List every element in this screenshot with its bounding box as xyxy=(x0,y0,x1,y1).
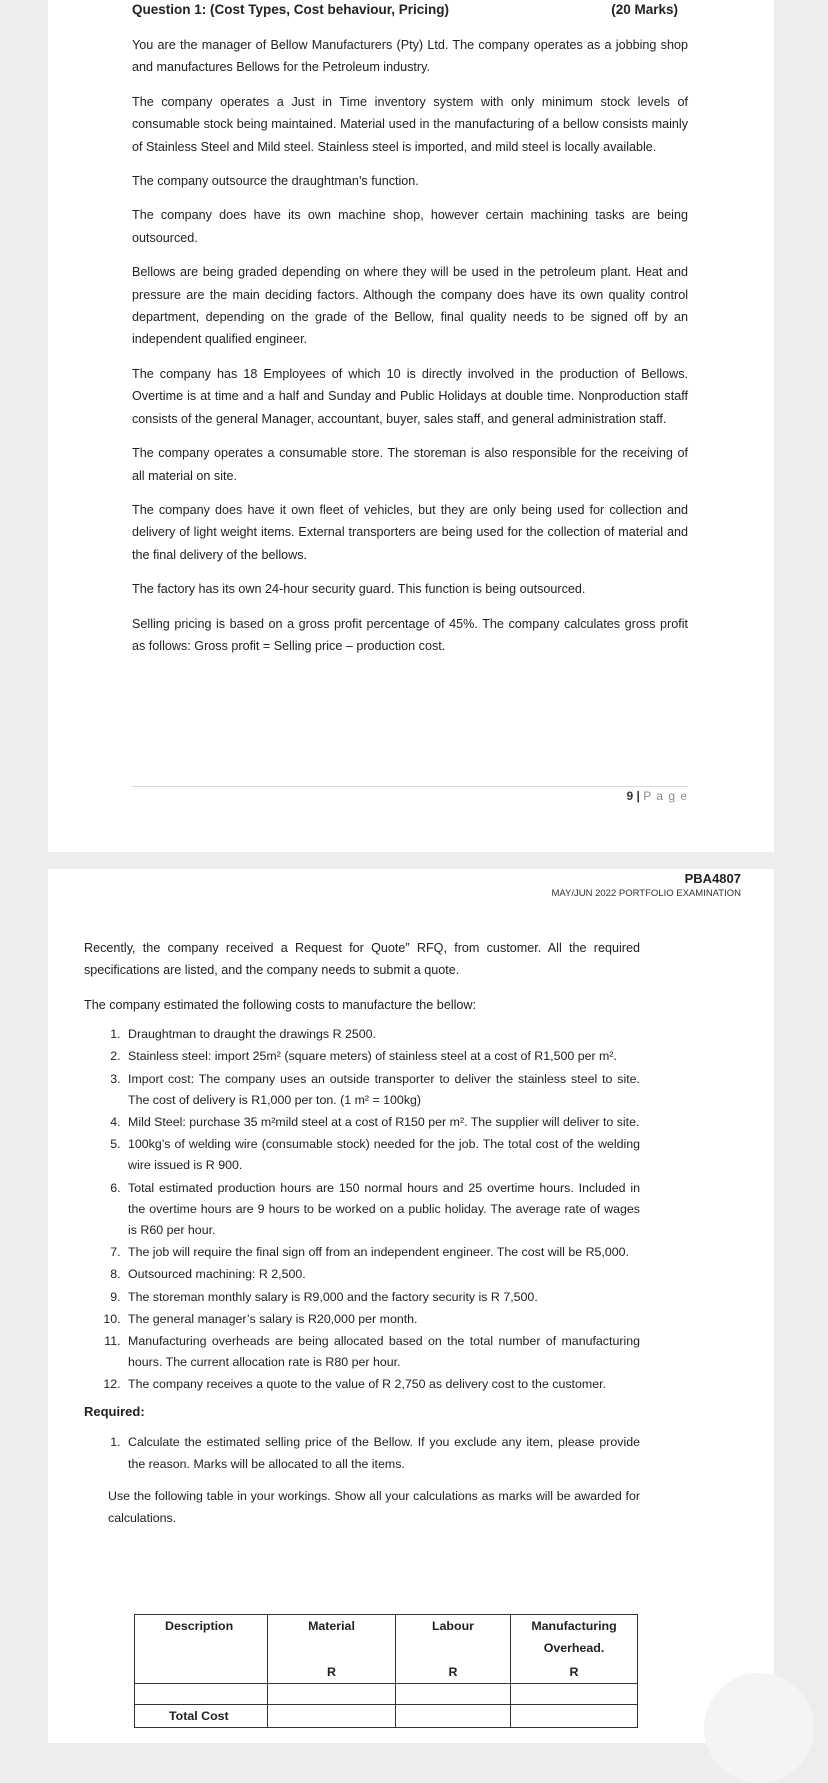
paragraph: The company does have its own machine shop, however certain machining tasks are being outsourced. xyxy=(132,208,688,245)
list-item: 12. The company receives a quote to the value of R 2,750 as delivery cost to the customer. xyxy=(124,1374,640,1395)
table-cell[interactable] xyxy=(511,1684,638,1705)
table-cell[interactable] xyxy=(268,1705,396,1728)
document-page-1 xyxy=(48,0,774,852)
list-item: 9. The storeman monthly salary is R9,000 and the factory security is R 7,500. xyxy=(124,1287,640,1308)
question-title: Question 1: (Cost Types, Cost behaviour, Pricing) xyxy=(132,2,450,17)
list-item: 6. Total estimated production hours are 150 normal hours and 25 overtime hours. Included in the overtime hours are 9 hours to be worked on a public holiday. The average rate of wages is R60 per hour. xyxy=(124,1178,640,1242)
workings-table xyxy=(134,1614,638,1728)
paragraph: The company operates a consumable store. The storeman is also responsible for the receiving of all material on site. xyxy=(132,446,688,483)
table-cell[interactable] xyxy=(268,1684,396,1705)
total-cost-label: Total Cost xyxy=(135,1705,268,1728)
list-item: 10. The general manager’s salary is R20,000 per month. xyxy=(124,1309,640,1330)
col-labour: Labour R xyxy=(395,1615,510,1684)
paragraph: Bellows are being graded depending on where they will be used in the petroleum plant. Heat and pressure are the main deciding factors. Although the company does have its own quality control department, depending on the grade of the Bellow, final quality needs to be signed off by an independent qualified engineer. xyxy=(132,265,688,347)
page-number: 9 | P a g e xyxy=(626,789,688,803)
question-continued xyxy=(84,937,640,1529)
table-total-row xyxy=(135,1705,638,1728)
required-note: Use the following table in your workings. Show all your calculations as marks will be awarded for calculations. xyxy=(108,1488,640,1525)
table-cell[interactable] xyxy=(511,1705,638,1728)
list-item: 1. Draughtman to draught the drawings R 2500. xyxy=(124,1024,640,1045)
question-header xyxy=(132,2,678,17)
paragraph: Selling pricing is based on a gross profit percentage of 45%. The company calculates gross profit as follows: Gross profit = Selling price – production cost. xyxy=(132,616,688,653)
required-heading: Required: xyxy=(84,1403,145,1419)
course-code: PBA4807 xyxy=(684,871,741,886)
table-cell[interactable] xyxy=(135,1684,268,1705)
table-cell[interactable] xyxy=(395,1705,510,1728)
list-item: 11. Manufacturing overheads are being allocated based on the total number of manufacturing hours. The current allocation rate is R80 per hour. xyxy=(124,1331,640,1373)
list-item: 8. Outsourced machining: R 2,500. xyxy=(124,1264,640,1285)
required-list xyxy=(84,1431,640,1475)
paragraph: The factory has its own 24-hour security guard. This function is being outsourced. xyxy=(132,582,586,597)
scenario-text xyxy=(132,34,688,669)
list-item: 5. 100kg’s of welding wire (consumable stock) needed for the job. The total cost of the welding wire issued is R 900. xyxy=(124,1134,640,1176)
list-item: 1. Calculate the estimated selling price of the Bellow. If you exclude any item, please provide the reason. Marks will be allocated to all the items. xyxy=(124,1431,640,1475)
list-item: 3. Import cost: The company uses an outside transporter to deliver the stainless steel to site. The cost of delivery is R1,000 per ton. (1 m² = 100kg) xyxy=(124,1069,640,1111)
paragraph: The company has 18 Employees of which 10 is directly involved in the production of Bellows. Overtime is at time and a half and Sunday and Public Holidays at double time. Nonproduction staff consists of the general Manager, accountant, buyer, sales staff, and general administration staff. xyxy=(132,366,688,426)
page-curl xyxy=(704,1673,814,1783)
paragraph: You are the manager of Bellow Manufacturers (Pty) Ltd. The company operates as a jobbing shop and manufactures Bellows for the Petroleum industry. xyxy=(132,38,688,75)
paragraph: The company does have it own fleet of vehicles, but they are only being used for collection and delivery of light weight items. External transporters are being used for the collection of material and the final delivery of the bellows. xyxy=(132,502,688,562)
cost-items-list xyxy=(84,1024,640,1395)
col-material: Material R xyxy=(268,1615,396,1684)
paragraph: Recently, the company received a Request for Quote” RFQ, from customer. All the required specifications are listed, and the company needs to submit a quote. xyxy=(84,941,640,978)
paragraph: The company operates a Just in Time inventory system with only minimum stock levels of consumable stock being maintained. Material used in the manufacturing of a bellow consists mainly of Stainless Steel and Mild steel. Stainless steel is imported, and mild steel is locally available. xyxy=(132,94,688,154)
table-header-row xyxy=(135,1615,638,1684)
col-overhead: Manufacturing Overhead. R xyxy=(511,1615,638,1684)
table-cell[interactable] xyxy=(395,1684,510,1705)
list-item: 4. Mild Steel: purchase 35 m²mild steel at a cost of R150 per m². The supplier will deliver to site. xyxy=(124,1112,640,1133)
paragraph: The company outsource the draughtman’s function. xyxy=(132,174,419,189)
table-row xyxy=(135,1684,638,1705)
footer-divider xyxy=(132,786,688,787)
question-marks: (20 Marks) xyxy=(611,2,678,17)
list-item: 7. The job will require the final sign off from an independent engineer. The cost will be R5,000. xyxy=(124,1242,640,1263)
paragraph: The company estimated the following costs to manufacture the bellow: xyxy=(84,997,477,1012)
col-description: Description xyxy=(135,1615,268,1684)
exam-label: MAY/JUN 2022 PORTFOLIO EXAMINATION xyxy=(551,888,741,899)
list-item: 2. Stainless steel: import 25m² (square meters) of stainless steel at a cost of R1,500 per m². xyxy=(124,1046,640,1067)
